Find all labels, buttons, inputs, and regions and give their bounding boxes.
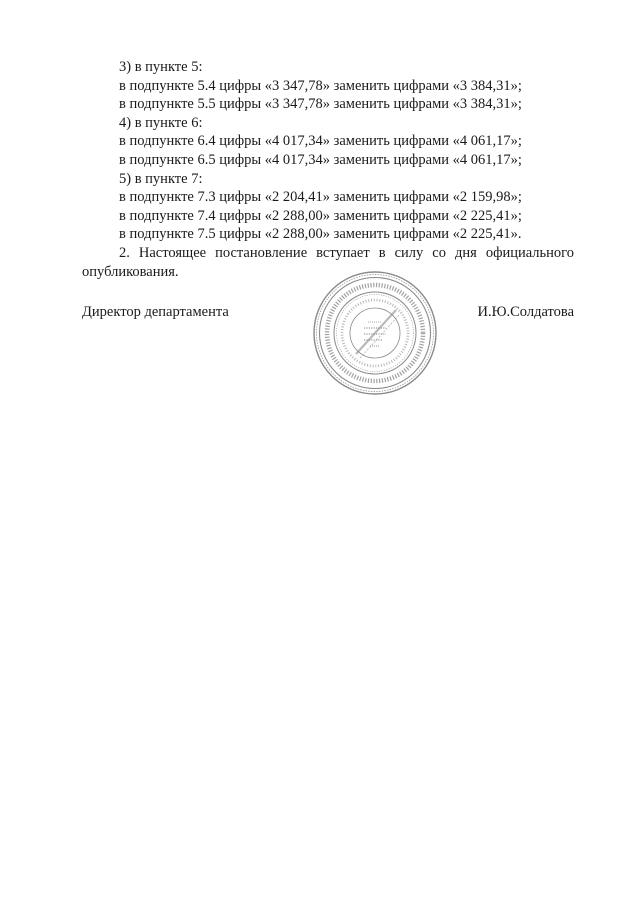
amendment-line: 3) в пункте 5:: [119, 59, 203, 75]
amendment-line: в подпункте 5.4 цифры «3 347,78» заменить цифрами «3 384,31»;: [119, 77, 522, 94]
amendment-line: в подпункте 6.5 цифры «4 017,34» заменить цифрами «4 061,17»;: [119, 151, 522, 168]
amendment-line: 5) в пункте 7:: [119, 170, 203, 187]
amendment-line: в подпункте 7.3 цифры «2 204,41» заменить цифрами «2 159,98»;: [119, 189, 522, 206]
official-round-seal-icon: [312, 270, 438, 396]
amendment-line: 4) в пункте 6:: [119, 114, 203, 131]
final-paragraph-line-2: опубликования.: [82, 263, 179, 280]
final-paragraph-line-1: 2. Настоящее постановление вступает в силу со дня официального: [119, 244, 574, 261]
amendment-line: в подпункте 5.5 цифры «3 347,78» заменить цифрами «3 384,31»;: [119, 96, 522, 113]
document-body: [82, 58, 574, 281]
amendment-line: в подпункте 7.5 цифры «2 288,00» заменить цифрами «2 225,41».: [119, 226, 522, 243]
signatory-name: И.Ю.Солдатова: [477, 304, 574, 320]
amendment-line: в подпункте 7.4 цифры «2 288,00» заменить цифрами «2 225,41»;: [119, 207, 522, 224]
signatory-title: Директор департамента: [82, 304, 229, 320]
amendment-line: в подпункте 6.4 цифры «4 017,34» заменить цифрами «4 061,17»;: [119, 133, 522, 150]
